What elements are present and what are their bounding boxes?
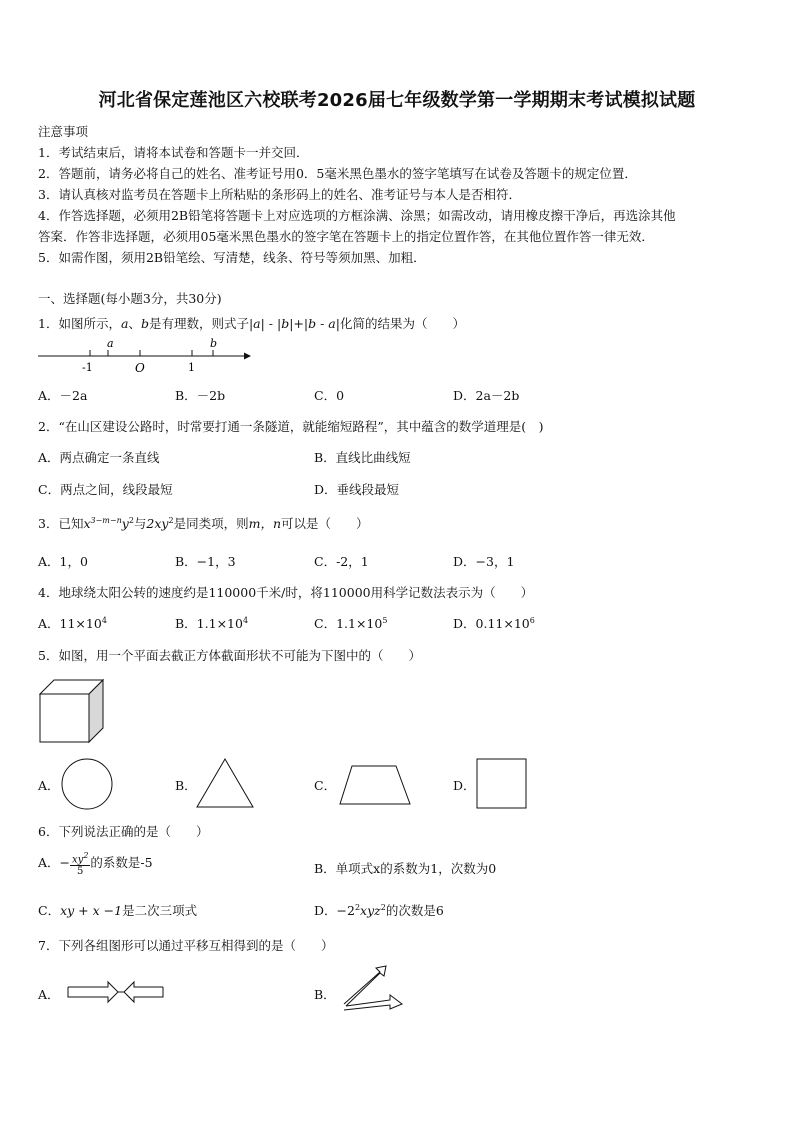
q7-option-b-label: B．	[314, 987, 336, 1002]
q4-option-b: B．$1.1\times 10^4$	[175, 615, 249, 631]
notice-item: 5．如需作图，须用2B铅笔绘、写清楚，线条、符号等须加黑、加粗．	[38, 250, 426, 265]
notice-item: 4．作答选择题，必须用2B铅笔将答题卡上对应选项的方框涂满、涂黑；如需改动，请用橡皮擦干净后，再选涂其他	[38, 208, 676, 223]
question-1-stem: 1．如图所示，a、b是有理数，则式子|a| - |b|+|b - a|化简的结果为（ ）	[38, 316, 465, 331]
q2-option-d: D．垂线段最短	[314, 482, 400, 497]
q1-option-b: B．－2b	[175, 388, 226, 403]
question-5-stem: 5．如图，用一个平面去截正方体截面形状不可能为下图中的（ ）	[38, 648, 421, 663]
arrow-pair-figure-b	[340, 964, 406, 1014]
notice-item: 2．答题前，请务必将自己的姓名、准考证号用0．5毫米黑色墨水的签字笔填写在试卷及答题卡的规定位置．	[38, 166, 637, 181]
q6-option-d: D．$-2^2xyz^2$的次数是6	[314, 902, 444, 918]
q2-option-b: B．直线比曲线短	[314, 450, 411, 465]
q1-option-d: D．2a－2b	[453, 388, 520, 403]
question-4-stem: 4．地球绕太阳公转的速度约是110000千米/时，将110000用科学记数法表示为（ ）	[38, 585, 534, 600]
label-origin: O	[135, 361, 145, 375]
q6-option-c: C．xy + x −1是二次三项式	[38, 903, 198, 918]
q4-option-d: D．$0.11\times 10^6$	[453, 615, 535, 631]
q1-option-a: A．－2a	[38, 388, 88, 403]
circle-figure	[60, 757, 114, 811]
cube-figure	[38, 678, 108, 746]
q6-option-a: A．− $\frac{xy^2}{5}$ 的系数是-5	[38, 851, 153, 878]
q5-option-c-label: C．	[314, 778, 337, 793]
q4-option-a: A．$11\times 10^4$	[38, 615, 107, 631]
q6-option-b: B．单项式x的系数为1，次数为0	[314, 861, 497, 876]
question-6-stem: 6．下列说法正确的是（ ）	[38, 824, 209, 839]
label-one: 1	[188, 361, 195, 374]
triangle-figure	[195, 757, 255, 809]
q5-option-b-label: B．	[175, 778, 197, 793]
q4-option-c: C．$1.1\times 10^5$	[314, 615, 388, 631]
q3-option-b: B．−1，3	[175, 554, 236, 569]
q3-option-d: D．−3，1	[453, 554, 515, 569]
square-figure	[476, 758, 528, 810]
trapezoid-figure	[338, 764, 412, 806]
notice-item: 答案．作答非选择题，必须用05毫米黑色墨水的签字笔在答题卡上的指定位置作答，在其他位置作答一律无效．	[38, 229, 654, 244]
q5-option-a-label: A．	[38, 778, 60, 793]
q2-option-c: C．两点之间，线段最短	[38, 482, 173, 497]
q3-option-c: C．-2，1	[314, 554, 369, 569]
question-3-stem: 3．已知$x^{3-m-n}y^2$与$2xy^2$是同类项，则m，n可以是（ ）	[38, 515, 369, 531]
arrow-pair-figure-a	[66, 979, 166, 1005]
page-title: 河北省保定莲池区六校联考2026届七年级数学第一学期期末考试模拟试题	[98, 90, 696, 111]
q2-option-a: A．两点确定一条直线	[38, 450, 160, 465]
question-2-stem: 2．“在山区建设公路时，时常要打通一条隧道，就能缩短路程”，其中蕴含的数学道理是( )	[38, 419, 544, 434]
q1-option-c: C．0	[314, 388, 345, 403]
section-heading: 一、选择题(每小题3分，共30分)	[38, 291, 222, 306]
number-line-figure	[38, 336, 253, 376]
label-b: b	[210, 337, 218, 350]
notice-item: 3．请认真核对监考员在答题卡上所粘贴的条形码上的姓名、准考证号与本人是否相符．	[38, 187, 521, 202]
question-7-stem: 7．下列各组图形可以通过平移互相得到的是（ ）	[38, 938, 334, 953]
notice-heading: 注意事项	[38, 124, 89, 139]
label-neg-one: -1	[82, 361, 93, 374]
notice-item: 1．考试结束后，请将本试卷和答题卡一并交回．	[38, 145, 309, 160]
q3-option-a: A．1，0	[38, 554, 88, 569]
label-a: a	[107, 337, 114, 350]
q7-option-a-label: A．	[38, 987, 60, 1002]
q5-option-d-label: D．	[453, 778, 476, 793]
